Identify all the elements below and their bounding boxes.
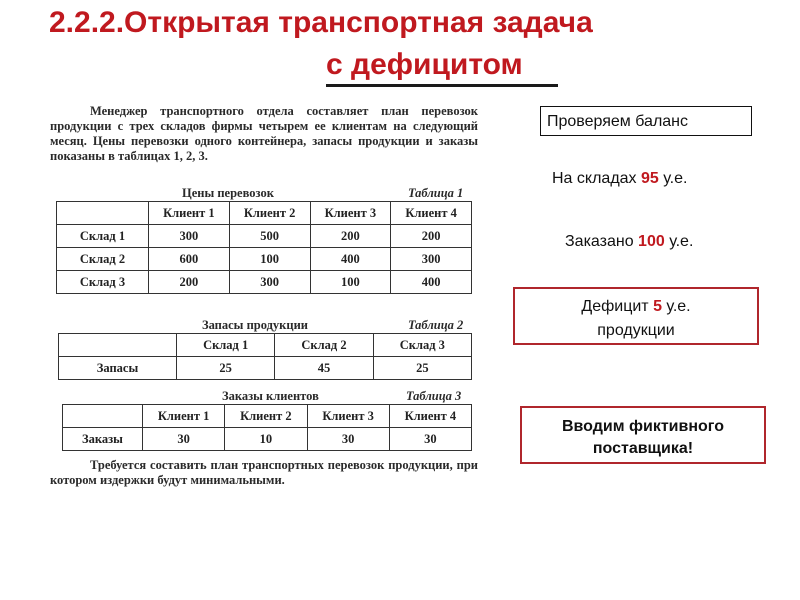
table-cell: 25 <box>373 357 471 380</box>
table1-label: Таблица 1 <box>408 186 464 200</box>
ordered-suffix: у.е. <box>664 233 694 250</box>
table-header-cell <box>57 202 149 225</box>
table-header-cell: Клиент 2 <box>225 405 307 428</box>
table-row <box>57 225 472 248</box>
table-cell: 200 <box>149 271 230 294</box>
table-header-cell: Клиент 3 <box>310 202 391 225</box>
deficit-line2: продукции <box>597 322 675 339</box>
warehouses-total <box>552 170 687 188</box>
problem-footer: Требуется составить план транспортных перевозок продукции, при котором издержки будут минимальными. <box>50 458 478 487</box>
orders-table <box>62 404 472 451</box>
ordered-total <box>565 233 693 251</box>
table-row <box>57 271 472 294</box>
table-cell: 10 <box>225 428 307 451</box>
table-cell: 400 <box>310 248 391 271</box>
table-row <box>57 248 472 271</box>
table-cell: 300 <box>391 248 472 271</box>
table-cell: 45 <box>275 357 373 380</box>
table3-caption: Заказы клиентов <box>222 389 319 403</box>
table2-caption: Запасы продукции <box>202 318 308 332</box>
row-header-cell: Склад 1 <box>57 225 149 248</box>
slide-title-line2: с дефицитом <box>326 48 523 81</box>
ordered-value: 100 <box>638 233 665 250</box>
table-row <box>63 428 472 451</box>
table3-label: Таблица 3 <box>406 389 462 403</box>
table-header-cell <box>63 405 143 428</box>
row-header-cell: Склад 3 <box>57 271 149 294</box>
fictive-supplier-box: Вводим фиктивного поставщика! <box>520 406 766 464</box>
table-cell: 400 <box>391 271 472 294</box>
scanned-problem <box>40 100 480 500</box>
table-header-cell: Клиент 3 <box>307 405 389 428</box>
table-header-cell: Склад 3 <box>373 334 471 357</box>
table-cell: 30 <box>389 428 471 451</box>
table-header-row <box>59 334 472 357</box>
problem-intro: Менеджер транспортного отдела составляет план перевозок продукции с трех складов фирмы четырем ее клиентам на следующий месяц. Цены перевозки одного контейнера, запасы продукции и заказы показаны в таблицах 1, 2, 3. <box>50 104 478 163</box>
table-header-row <box>57 202 472 225</box>
table-cell: 100 <box>310 271 391 294</box>
table-cell: 25 <box>177 357 275 380</box>
table-header-cell: Клиент 1 <box>143 405 225 428</box>
table-cell: 30 <box>307 428 389 451</box>
table-cell: 200 <box>310 225 391 248</box>
slide-title-line1: 2.2.2.Открытая транспортная задача <box>49 6 593 39</box>
deficit-prefix: Дефицит <box>581 298 654 315</box>
table-header-cell <box>59 334 177 357</box>
stock-table <box>58 333 472 380</box>
deficit-line1 <box>515 295 757 319</box>
table-header-cell: Клиент 4 <box>391 202 472 225</box>
table-header-cell: Склад 2 <box>275 334 373 357</box>
table-header-cell: Склад 1 <box>177 334 275 357</box>
warehouses-value: 95 <box>641 170 659 187</box>
table-cell: 100 <box>229 248 310 271</box>
table-cell: 30 <box>143 428 225 451</box>
deficit-suffix: у.е. <box>661 298 691 315</box>
table-cell: 200 <box>391 225 472 248</box>
row-header-cell: Запасы <box>59 357 177 380</box>
row-header-cell: Склад 2 <box>57 248 149 271</box>
table-header-row <box>63 405 472 428</box>
check-balance-box: Проверяем баланс <box>540 106 752 136</box>
ordered-prefix: Заказано <box>565 233 639 250</box>
row-header-cell: Заказы <box>63 428 143 451</box>
table-cell: 500 <box>229 225 310 248</box>
warehouses-suffix: у.е. <box>658 170 688 187</box>
deficit-box <box>513 287 759 345</box>
title-underline <box>326 84 558 87</box>
table-header-cell: Клиент 4 <box>389 405 471 428</box>
table-cell: 300 <box>229 271 310 294</box>
table-cell: 300 <box>149 225 230 248</box>
deficit-value: 5 <box>653 298 662 315</box>
prices-table <box>56 201 472 294</box>
table-header-cell: Клиент 1 <box>149 202 230 225</box>
table-cell: 600 <box>149 248 230 271</box>
warehouses-prefix: На складах <box>552 170 641 187</box>
table2-label: Таблица 2 <box>408 318 464 332</box>
table1-caption: Цены перевозок <box>182 186 274 200</box>
table-header-cell: Клиент 2 <box>229 202 310 225</box>
table-row <box>59 357 472 380</box>
